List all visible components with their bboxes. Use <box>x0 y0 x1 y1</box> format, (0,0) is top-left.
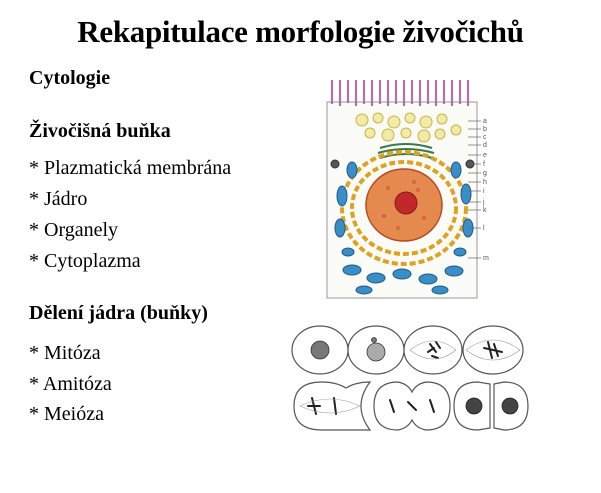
heading-deleni-jadra: Dělení jádra (buňky) <box>29 302 208 324</box>
list-item: * Meióza <box>29 403 104 425</box>
cell-label: g <box>483 170 487 177</box>
cell-label: e <box>483 152 487 159</box>
heading-cytologie: Cytologie <box>29 67 111 89</box>
cell-label: f <box>483 161 485 168</box>
cell-label: a <box>483 118 487 125</box>
list-item: * Cytoplazma <box>29 250 141 272</box>
cell-label: c <box>483 134 487 141</box>
animal-cell-illustration <box>318 78 498 300</box>
list-item: * Organely <box>29 219 119 241</box>
list-item: * Plazmatická membrána <box>29 157 232 179</box>
nucleolus <box>395 192 417 214</box>
mitosis-stages-illustration <box>290 322 530 436</box>
list-item: * Amitóza <box>29 373 112 395</box>
cell-label: j <box>483 199 485 206</box>
cell-label: l <box>483 225 485 232</box>
cell-label: i <box>483 188 485 195</box>
cell-label: k <box>483 207 487 214</box>
list-item: * Mitóza <box>29 342 101 364</box>
cell-label: d <box>483 142 487 149</box>
cell-label: b <box>483 126 487 133</box>
cell-label: h <box>483 179 487 186</box>
heading-zivocisna-bunka: Živočišná buňka <box>29 120 171 142</box>
cell-label: m <box>483 255 489 262</box>
slide-title: Rekapitulace morfologie živočichů <box>77 14 524 49</box>
list-item: * Jádro <box>29 188 88 210</box>
